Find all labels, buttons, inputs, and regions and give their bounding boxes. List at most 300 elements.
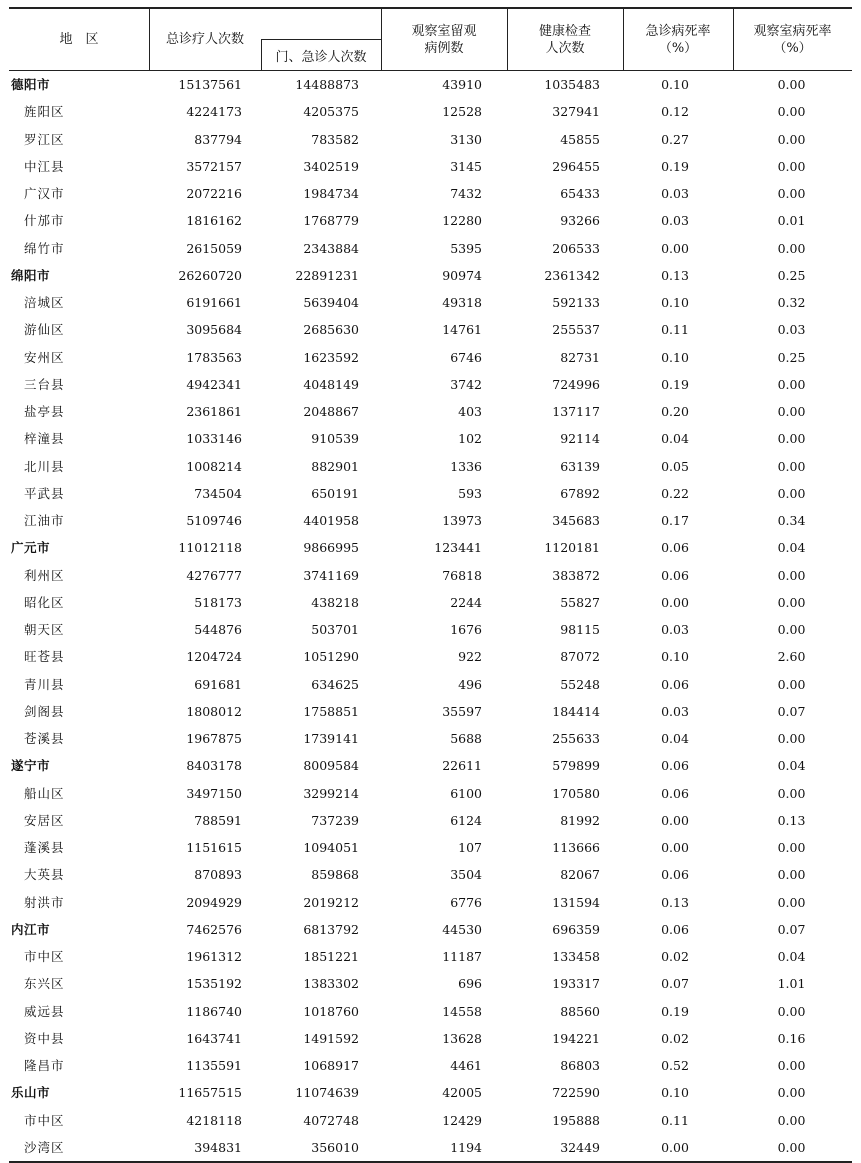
health-checkup-cell: 82731 [560,349,600,365]
outpatient-cell: 6813792 [303,921,359,937]
health-checkup-cell: 45855 [560,131,600,147]
emergency-mortality-cell: 0.00 [661,240,689,256]
emergency-mortality-cell: 0.06 [661,921,689,937]
total-visits-cell: 518173 [194,594,242,610]
header-total-visits: 总诊疗人次数 [165,32,244,47]
header-health-checkups: 健康检查 人次数 [538,23,591,56]
region-cell: 威远县 [24,1003,65,1019]
observation-cases-cell: 3130 [450,131,482,147]
observation-mortality-cell: 0.03 [777,322,806,338]
observation-mortality-cell: 0.32 [777,295,806,310]
health-checkup-cell: 63139 [560,458,600,474]
outpatient-cell: 1051290 [303,649,359,665]
observation-cases-cell: 13628 [442,1030,482,1046]
table-row [9,589,852,616]
table-header [9,7,852,71]
region-cell: 青川县 [24,676,65,692]
health-checkup-cell: 255537 [552,322,600,338]
observation-cases-cell: 49318 [442,295,482,310]
observation-mortality-cell: 0.01 [777,213,806,229]
outpatient-cell: 1094051 [303,840,359,855]
observation-cases-cell: 7432 [450,186,482,201]
health-checkup-cell: 579899 [552,758,600,774]
table-row [9,316,852,343]
header-observation-cases: 观察室留观 病例数 [411,23,477,56]
table-row [9,834,852,861]
observation-mortality-cell: 0.00 [777,376,806,392]
observation-cases-cell: 1336 [450,458,482,474]
health-checkup-cell: 345683 [552,513,600,528]
city-row [9,534,852,561]
total-visits-cell: 544876 [194,622,242,637]
health-checkup-cell: 32449 [560,1139,600,1155]
region-cell: 北川县 [24,458,65,474]
observation-cases-cell: 6776 [450,894,482,910]
region-cell: 广汉市 [24,186,65,201]
total-visits-cell: 26260720 [178,267,242,283]
health-checkup-cell: 184414 [552,703,600,719]
total-visits-cell: 734504 [194,485,242,501]
total-visits-cell: 1643741 [186,1030,242,1046]
observation-cases-cell: 593 [458,485,482,501]
observation-mortality-cell: 0.00 [777,1003,806,1019]
table-row [9,562,852,589]
outpatient-cell: 1739141 [303,731,359,746]
outpatient-cell: 1383302 [303,976,359,992]
table-row [9,643,852,670]
region-cell: 旺苍县 [24,649,65,665]
statistics-table [9,7,852,1163]
observation-mortality-cell: 0.00 [777,77,806,92]
health-checkup-cell: 592133 [552,295,600,310]
outpatient-cell: 9866995 [303,540,359,556]
observation-cases-cell: 5688 [450,731,482,746]
outpatient-cell: 1768779 [303,213,359,229]
observation-cases-cell: 922 [458,649,482,665]
observation-cases-cell: 3504 [450,867,482,883]
emergency-mortality-cell: 0.00 [661,812,689,828]
observation-cases-cell: 12528 [442,104,482,120]
table-row [9,480,852,507]
observation-mortality-cell: 0.00 [777,1085,806,1101]
outpatient-cell: 1068917 [303,1058,359,1073]
health-checkup-cell: 55827 [560,594,600,610]
region-cell: 三台县 [24,376,65,392]
total-visits-cell: 4218118 [186,1112,242,1128]
observation-mortality-cell: 0.00 [777,840,806,855]
table-row [9,207,852,234]
emergency-mortality-cell: 0.03 [661,622,689,637]
outpatient-cell: 1758851 [303,703,359,719]
region-cell: 旌阳区 [24,104,65,120]
total-visits-cell: 1008214 [186,458,242,474]
table-row [9,371,852,398]
region-cell: 市中区 [24,1112,65,1128]
emergency-mortality-cell: 0.00 [661,840,689,855]
observation-mortality-cell: 0.07 [777,921,806,937]
health-checkup-cell: 88560 [560,1003,600,1019]
observation-mortality-cell: 0.04 [777,758,806,774]
total-visits-cell: 4942341 [186,376,242,392]
outpatient-cell: 8009584 [303,758,359,774]
total-visits-cell: 3497150 [186,785,242,801]
observation-cases-cell: 4461 [450,1058,482,1073]
total-visits-cell: 394831 [194,1139,242,1155]
observation-cases-cell: 123441 [434,540,482,556]
emergency-mortality-cell: 0.13 [661,894,689,910]
health-checkup-cell: 724996 [552,376,600,392]
region-cell: 盐亭县 [24,404,65,419]
observation-cases-cell: 44530 [442,921,482,937]
observation-cases-cell: 43910 [442,77,482,92]
outpatient-cell: 859868 [311,867,359,883]
health-checkup-cell: 65433 [560,186,600,201]
region-cell: 利州区 [24,567,65,583]
observation-mortality-cell: 0.00 [777,458,806,474]
observation-mortality-cell: 0.00 [777,567,806,583]
region-cell: 隆昌市 [24,1058,65,1073]
observation-cases-cell: 3742 [450,376,482,392]
emergency-mortality-cell: 0.13 [661,267,689,283]
region-cell: 德阳市 [11,77,51,92]
outpatient-cell: 11074639 [295,1085,359,1101]
outpatient-cell: 356010 [311,1139,359,1155]
total-visits-cell: 1783563 [186,349,242,365]
header-region: 地 区 [59,32,99,47]
total-visits-cell: 3095684 [186,322,242,338]
health-checkup-cell: 92114 [560,431,600,447]
table-row [9,725,852,752]
table-row [9,344,852,371]
observation-mortality-cell: 1.01 [777,976,806,992]
total-visits-cell: 8403178 [186,758,242,774]
outpatient-cell: 2685630 [303,322,359,338]
table-row [9,780,852,807]
observation-cases-cell: 6746 [450,349,482,365]
outpatient-cell: 4401958 [303,513,359,528]
outpatient-cell: 634625 [311,676,359,692]
observation-mortality-cell: 0.16 [777,1030,806,1046]
outpatient-cell: 882901 [311,458,359,474]
observation-cases-cell: 12429 [442,1112,482,1128]
region-cell: 蓬溪县 [24,840,65,855]
health-checkup-cell: 98115 [560,622,600,637]
observation-mortality-cell: 0.00 [777,485,806,501]
region-cell: 市中区 [24,949,65,964]
region-cell: 安州区 [24,349,65,365]
emergency-mortality-cell: 0.05 [661,458,689,474]
header-outpatient-emergency: 门、急诊人次数 [275,49,367,65]
city-row [9,752,852,779]
outpatient-cell: 503701 [311,622,359,637]
observation-mortality-cell: 0.00 [777,1112,806,1128]
total-visits-cell: 1816162 [186,213,242,229]
health-checkup-cell: 87072 [560,649,600,665]
outpatient-cell: 2343884 [303,240,359,256]
table-row [9,289,852,316]
table-row [9,1134,852,1161]
observation-mortality-cell: 0.00 [777,894,806,910]
health-checkup-cell: 133458 [552,949,600,964]
observation-cases-cell: 3145 [450,158,482,174]
emergency-mortality-cell: 0.20 [661,404,689,419]
observation-mortality-cell: 0.00 [777,785,806,801]
observation-mortality-cell: 0.25 [777,349,806,365]
health-checkup-cell: 137117 [552,404,600,419]
city-row [9,262,852,289]
emergency-mortality-cell: 0.02 [661,1030,689,1046]
table-row [9,235,852,262]
emergency-mortality-cell: 0.06 [661,758,689,774]
emergency-mortality-cell: 0.11 [661,322,689,338]
emergency-mortality-cell: 0.06 [661,567,689,583]
total-visits-cell: 1033146 [186,431,242,447]
region-cell: 苍溪县 [24,731,65,746]
observation-cases-cell: 14761 [442,322,482,338]
emergency-mortality-cell: 0.04 [661,431,689,447]
emergency-mortality-cell: 0.27 [661,131,689,147]
total-visits-cell: 7462576 [186,921,242,937]
health-checkup-cell: 383872 [552,567,600,583]
total-visits-cell: 2615059 [186,240,242,256]
observation-mortality-cell: 2.60 [777,649,806,665]
region-cell: 剑阁县 [24,703,65,719]
observation-cases-cell: 35597 [442,703,482,719]
region-cell: 资中县 [24,1030,65,1046]
total-visits-cell: 1961312 [186,949,242,964]
total-visits-cell: 5109746 [186,513,242,528]
outpatient-cell: 3299214 [303,785,359,801]
total-visits-cell: 2094929 [186,894,242,910]
observation-cases-cell: 696 [458,976,482,992]
total-visits-cell: 6191661 [186,295,242,310]
observation-mortality-cell: 0.34 [777,513,806,528]
health-checkup-cell: 93266 [560,213,600,229]
region-cell: 绵竹市 [24,240,65,256]
table-row [9,943,852,970]
observation-cases-cell: 107 [458,840,482,855]
total-visits-cell: 1535192 [186,976,242,992]
outpatient-cell: 1623592 [303,349,359,365]
observation-mortality-cell: 0.04 [777,949,806,964]
emergency-mortality-cell: 0.22 [661,485,689,501]
total-visits-cell: 4224173 [186,104,242,120]
table-row [9,453,852,480]
region-cell: 大英县 [24,867,65,883]
table-body [9,71,852,1161]
observation-mortality-cell: 0.13 [777,812,806,828]
table-row [9,698,852,725]
health-checkup-cell: 86803 [560,1058,600,1073]
health-checkup-cell: 1035483 [544,77,600,92]
region-cell: 射洪市 [24,894,65,910]
health-checkup-cell: 194221 [552,1030,600,1046]
observation-mortality-cell: 0.07 [777,703,806,719]
observation-mortality-cell: 0.00 [777,594,806,610]
table-row [9,889,852,916]
total-visits-cell: 11657515 [178,1085,242,1101]
header-emergency-mortality: 急诊病死率 （%） [645,23,711,56]
table-row [9,616,852,643]
emergency-mortality-cell: 0.10 [661,1085,689,1101]
observation-cases-cell: 22611 [442,758,482,774]
region-cell: 罗江区 [24,131,65,147]
outpatient-cell: 4048149 [303,376,359,392]
outpatient-cell: 4072748 [303,1112,359,1128]
observation-cases-cell: 403 [458,404,482,419]
region-cell: 东兴区 [24,976,65,992]
region-cell: 绵阳市 [11,267,51,283]
outpatient-cell: 5639404 [303,295,359,310]
table-row [9,970,852,997]
outpatient-cell: 737239 [311,812,359,828]
table-row [9,507,852,534]
emergency-mortality-cell: 0.11 [661,1112,689,1128]
health-checkup-cell: 327941 [552,104,600,120]
health-checkup-cell: 193317 [552,976,600,992]
total-visits-cell: 1967875 [186,731,242,746]
observation-cases-cell: 6100 [450,785,482,801]
outpatient-cell: 2019212 [303,894,359,910]
health-checkup-cell: 113666 [552,840,600,855]
observation-mortality-cell: 0.04 [777,540,806,556]
table-row [9,1025,852,1052]
emergency-mortality-cell: 0.19 [661,158,689,174]
table-row [9,153,852,180]
emergency-mortality-cell: 0.10 [661,349,689,365]
table-row [9,861,852,888]
outpatient-cell: 783582 [311,131,359,147]
observation-cases-cell: 90974 [442,267,482,283]
region-cell: 乐山市 [11,1085,51,1101]
outpatient-cell: 14488873 [295,77,359,92]
region-cell: 遂宁市 [11,758,51,774]
observation-mortality-cell: 0.00 [777,731,806,746]
observation-mortality-cell: 0.00 [777,158,806,174]
table-row [9,126,852,153]
total-visits-cell: 1204724 [186,649,242,665]
region-cell: 昭化区 [24,594,65,610]
outpatient-cell: 910539 [311,431,359,447]
observation-cases-cell: 42005 [442,1085,482,1101]
observation-cases-cell: 6124 [450,812,482,828]
health-checkup-cell: 206533 [552,240,600,256]
total-visits-cell: 691681 [194,676,242,692]
outpatient-cell: 1018760 [303,1003,359,1019]
emergency-mortality-cell: 0.10 [661,295,689,310]
observation-cases-cell: 2244 [450,594,482,610]
table-row [9,998,852,1025]
observation-mortality-cell: 0.00 [777,676,806,692]
observation-mortality-cell: 0.00 [777,404,806,419]
total-visits-cell: 11012118 [178,540,242,556]
region-cell: 船山区 [24,785,65,801]
outpatient-cell: 1851221 [303,949,359,964]
total-visits-cell: 870893 [194,867,242,883]
city-row [9,71,852,98]
observation-cases-cell: 1676 [450,622,482,637]
total-visits-cell: 15137561 [178,77,242,92]
observation-mortality-cell: 0.00 [777,1139,806,1155]
health-checkup-cell: 696359 [552,921,600,937]
observation-mortality-cell: 0.00 [777,1058,806,1073]
observation-cases-cell: 13973 [442,513,482,528]
emergency-mortality-cell: 0.02 [661,949,689,964]
total-visits-cell: 2361861 [186,404,242,419]
outpatient-cell: 1491592 [303,1030,359,1046]
table-row [9,180,852,207]
observation-mortality-cell: 0.00 [777,104,806,120]
health-checkup-cell: 255633 [552,731,600,746]
outpatient-cell: 4205375 [303,104,359,120]
health-checkup-cell: 67892 [560,485,600,501]
observation-mortality-cell: 0.00 [777,186,806,201]
health-checkup-cell: 296455 [552,158,600,174]
emergency-mortality-cell: 0.00 [661,594,689,610]
total-visits-cell: 1135591 [186,1058,242,1073]
observation-mortality-cell: 0.00 [777,867,806,883]
health-checkup-cell: 722590 [552,1085,600,1101]
observation-mortality-cell: 0.25 [777,267,806,283]
emergency-mortality-cell: 0.52 [661,1058,689,1073]
emergency-mortality-cell: 0.06 [661,540,689,556]
table-row [9,398,852,425]
emergency-mortality-cell: 0.03 [661,213,689,229]
health-checkup-cell: 55248 [560,676,600,692]
emergency-mortality-cell: 0.06 [661,676,689,692]
table-row [9,1052,852,1079]
emergency-mortality-cell: 0.07 [661,976,689,992]
observation-cases-cell: 76818 [442,567,482,583]
emergency-mortality-cell: 0.19 [661,1003,689,1019]
region-cell: 安居区 [24,812,65,828]
observation-cases-cell: 14558 [442,1003,482,1019]
health-checkup-cell: 1120181 [544,540,600,556]
emergency-mortality-cell: 0.10 [661,77,689,92]
total-visits-cell: 3572157 [186,158,242,174]
total-visits-cell: 1808012 [186,703,242,719]
outpatient-cell: 438218 [311,594,359,610]
observation-cases-cell: 1194 [450,1139,482,1155]
total-visits-cell: 788591 [194,812,242,828]
outpatient-cell: 1984734 [303,186,359,201]
region-cell: 梓潼县 [24,431,65,447]
table-row [9,807,852,834]
header-observation-mortality: 观察室病死率 （%） [753,23,832,56]
total-visits-cell: 837794 [194,131,242,147]
observation-mortality-cell: 0.00 [777,622,806,637]
city-row [9,916,852,943]
emergency-mortality-cell: 0.10 [661,649,689,665]
observation-mortality-cell: 0.00 [777,131,806,147]
outpatient-cell: 2048867 [303,404,359,419]
region-cell: 江油市 [24,513,65,528]
total-visits-cell: 1186740 [186,1003,242,1019]
emergency-mortality-cell: 0.03 [661,186,689,201]
region-cell: 平武县 [24,485,65,501]
emergency-mortality-cell: 0.00 [661,1139,689,1155]
emergency-mortality-cell: 0.12 [661,104,689,120]
region-cell: 涪城区 [24,295,65,310]
observation-mortality-cell: 0.00 [777,240,806,256]
health-checkup-cell: 81992 [560,812,600,828]
region-cell: 游仙区 [24,322,65,338]
total-visits-cell: 2072216 [186,186,242,201]
emergency-mortality-cell: 0.04 [661,731,689,746]
observation-cases-cell: 12280 [442,213,482,229]
health-checkup-cell: 170580 [552,785,600,801]
table-row [9,425,852,452]
